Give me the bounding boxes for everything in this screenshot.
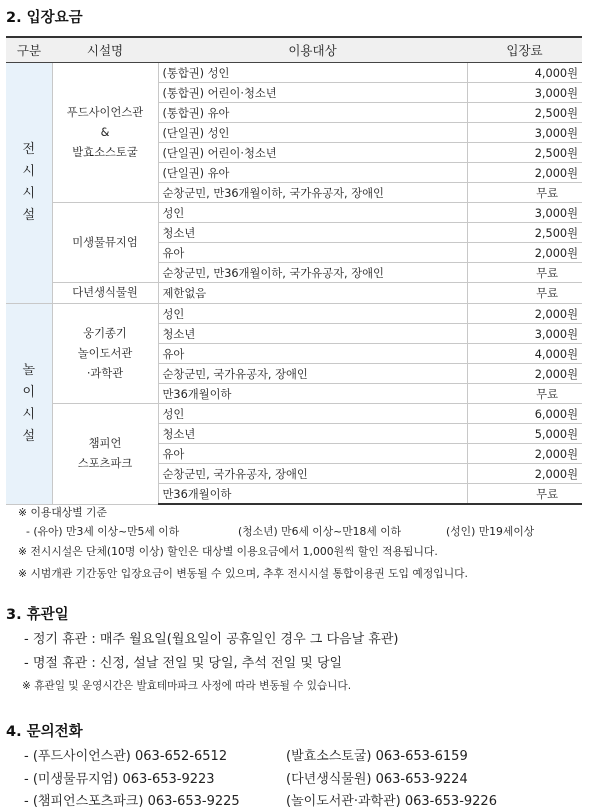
target-cell: (단일권) 성인: [158, 123, 467, 143]
contact-perennial-garden: (다년생식물원) 063-653-9224: [286, 772, 468, 787]
note-group-discount: ※ 전시시설은 단체(10명 이상) 할인은 대상별 이용요금에서 1,000원씩 할인 적용됩니다.: [18, 545, 438, 558]
note-age-criteria-3: (성인) 만19세이상: [446, 525, 535, 538]
target-cell: (통합권) 어린이·청소년: [158, 83, 467, 103]
fee-cell: 3,000원: [467, 83, 582, 103]
fee-cell: 2,500원: [467, 103, 582, 123]
target-cell: 순창군민, 만36개월이하, 국가유공자, 장애인: [158, 183, 467, 203]
facility-food-science: [52, 63, 158, 203]
facility-microbe-museum: [52, 203, 158, 283]
fee-cell: 2,500원: [467, 143, 582, 163]
target-cell: 성인: [158, 304, 467, 324]
contact-food-science: - (푸드사이언스관) 063-652-6512: [24, 749, 228, 764]
target-cell: (단일권) 유아: [158, 163, 467, 183]
facility-name-line: 미생물뮤지엄: [72, 235, 138, 249]
target-cell: 순창군민, 국가유공자, 장애인: [158, 364, 467, 384]
fee-cell: 4,000원: [467, 63, 582, 83]
fee-cell: 2,000원: [467, 304, 582, 324]
fee-cell: 2,000원: [467, 464, 582, 484]
fee-cell: 2,000원: [467, 444, 582, 464]
facility-name-line: ·과학관: [86, 366, 124, 380]
header-category: 구분: [6, 37, 52, 63]
facility-name-line: 놀이도서관: [77, 346, 133, 360]
table-row: [6, 404, 582, 424]
category-exhibition-label: 전시시설: [22, 142, 36, 223]
section-title-closed-days: 3. 휴관일: [6, 607, 69, 623]
target-cell: 청소년: [158, 223, 467, 243]
facility-name-line: &: [100, 125, 110, 139]
facility-sports-park: [52, 404, 158, 505]
category-exhibition: [6, 63, 52, 304]
note-fee-change: ※ 시범개관 기간동안 입장요금이 변동될 수 있으며, 추후 전시시설 통합이용권 도입 예정입니다.: [18, 567, 468, 580]
fee-table: [6, 36, 582, 505]
regular-closure: - 정기 휴관 : 매주 월요일(월요일이 공휴일인 경우 그 다음날 휴관): [24, 632, 399, 647]
target-cell: 제한없음: [158, 283, 467, 304]
facility-perennial-garden: [52, 283, 158, 304]
fee-cell: 3,000원: [467, 203, 582, 223]
header-facility: 시설명: [52, 37, 158, 63]
target-cell: 순창군민, 만36개월이하, 국가유공자, 장애인: [158, 263, 467, 283]
category-play-label: 놀이시설: [22, 362, 36, 444]
contact-play-library: (놀이도서관·과학관) 063-653-9226: [286, 794, 497, 809]
table-row: [6, 283, 582, 304]
facility-name-line: 스포츠파크: [77, 456, 133, 470]
category-play: [6, 304, 52, 505]
target-cell: 유아: [158, 344, 467, 364]
target-cell: 성인: [158, 203, 467, 223]
facility-name-line: 웅기종기: [83, 326, 127, 340]
contact-microbe-museum: - (미생물뮤지엄) 063-653-9223: [24, 772, 215, 787]
target-cell: (통합권) 성인: [158, 63, 467, 83]
fee-cell: 5,000원: [467, 424, 582, 444]
target-cell: 청소년: [158, 324, 467, 344]
fee-cell: 무료: [467, 283, 582, 304]
holiday-closure: - 명절 휴관 : 신정, 설날 전일 및 당일, 추석 전일 및 당일: [24, 656, 343, 671]
note-target-criteria: ※ 이용대상별 기준: [18, 506, 107, 519]
target-cell: 유아: [158, 243, 467, 263]
facility-name-line: 챔피언: [88, 436, 122, 450]
section-title-fees: 2. 입장요금: [6, 10, 83, 26]
fee-cell: 6,000원: [467, 404, 582, 424]
note-age-criteria-2: (청소년) 만6세 이상~만18세 이하: [238, 525, 402, 538]
target-cell: 유아: [158, 444, 467, 464]
target-cell: 순창군민, 국가유공자, 장애인: [158, 464, 467, 484]
fee-cell: 2,000원: [467, 243, 582, 263]
closure-note: ※ 휴관일 및 운영시간은 발효테마파크 사정에 따라 변동될 수 있습니다.: [22, 680, 352, 692]
target-cell: 만36개월이하: [158, 484, 467, 505]
facility-name-line: 푸드사이언스관: [66, 105, 144, 119]
facility-name-line: 발효소스토굴: [72, 145, 138, 159]
facility-name-line: 다년생식물원: [72, 286, 138, 299]
target-cell: (단일권) 어린이·청소년: [158, 143, 467, 163]
fee-cell: 무료: [467, 263, 582, 283]
table-header-row: [6, 37, 582, 63]
header-fee: 입장료: [467, 37, 582, 63]
target-cell: (통합권) 유아: [158, 103, 467, 123]
fee-cell: 2,000원: [467, 163, 582, 183]
target-cell: 만36개월이하: [158, 384, 467, 404]
table-row: [6, 304, 582, 324]
target-cell: 청소년: [158, 424, 467, 444]
table-row: [6, 63, 582, 83]
fee-cell: 2,500원: [467, 223, 582, 243]
contact-sauce-cave: (발효소스토굴) 063-653-6159: [286, 749, 468, 764]
fee-cell: 2,000원: [467, 364, 582, 384]
fee-cell: 4,000원: [467, 344, 582, 364]
contact-sports-park: - (챔피언스포츠파크) 063-653-9225: [24, 794, 240, 809]
target-cell: 성인: [158, 404, 467, 424]
fee-cell: 무료: [467, 484, 582, 505]
header-target: 이용대상: [158, 37, 467, 63]
fee-cell: 무료: [467, 183, 582, 203]
section-title-contact: 4. 문의전화: [6, 724, 83, 740]
note-age-criteria-1: - (유아) 만3세 이상~만5세 이하: [26, 525, 180, 538]
table-row: [6, 203, 582, 223]
fee-cell: 무료: [467, 384, 582, 404]
facility-play-library: [52, 304, 158, 404]
fee-cell: 3,000원: [467, 123, 582, 143]
fee-cell: 3,000원: [467, 324, 582, 344]
